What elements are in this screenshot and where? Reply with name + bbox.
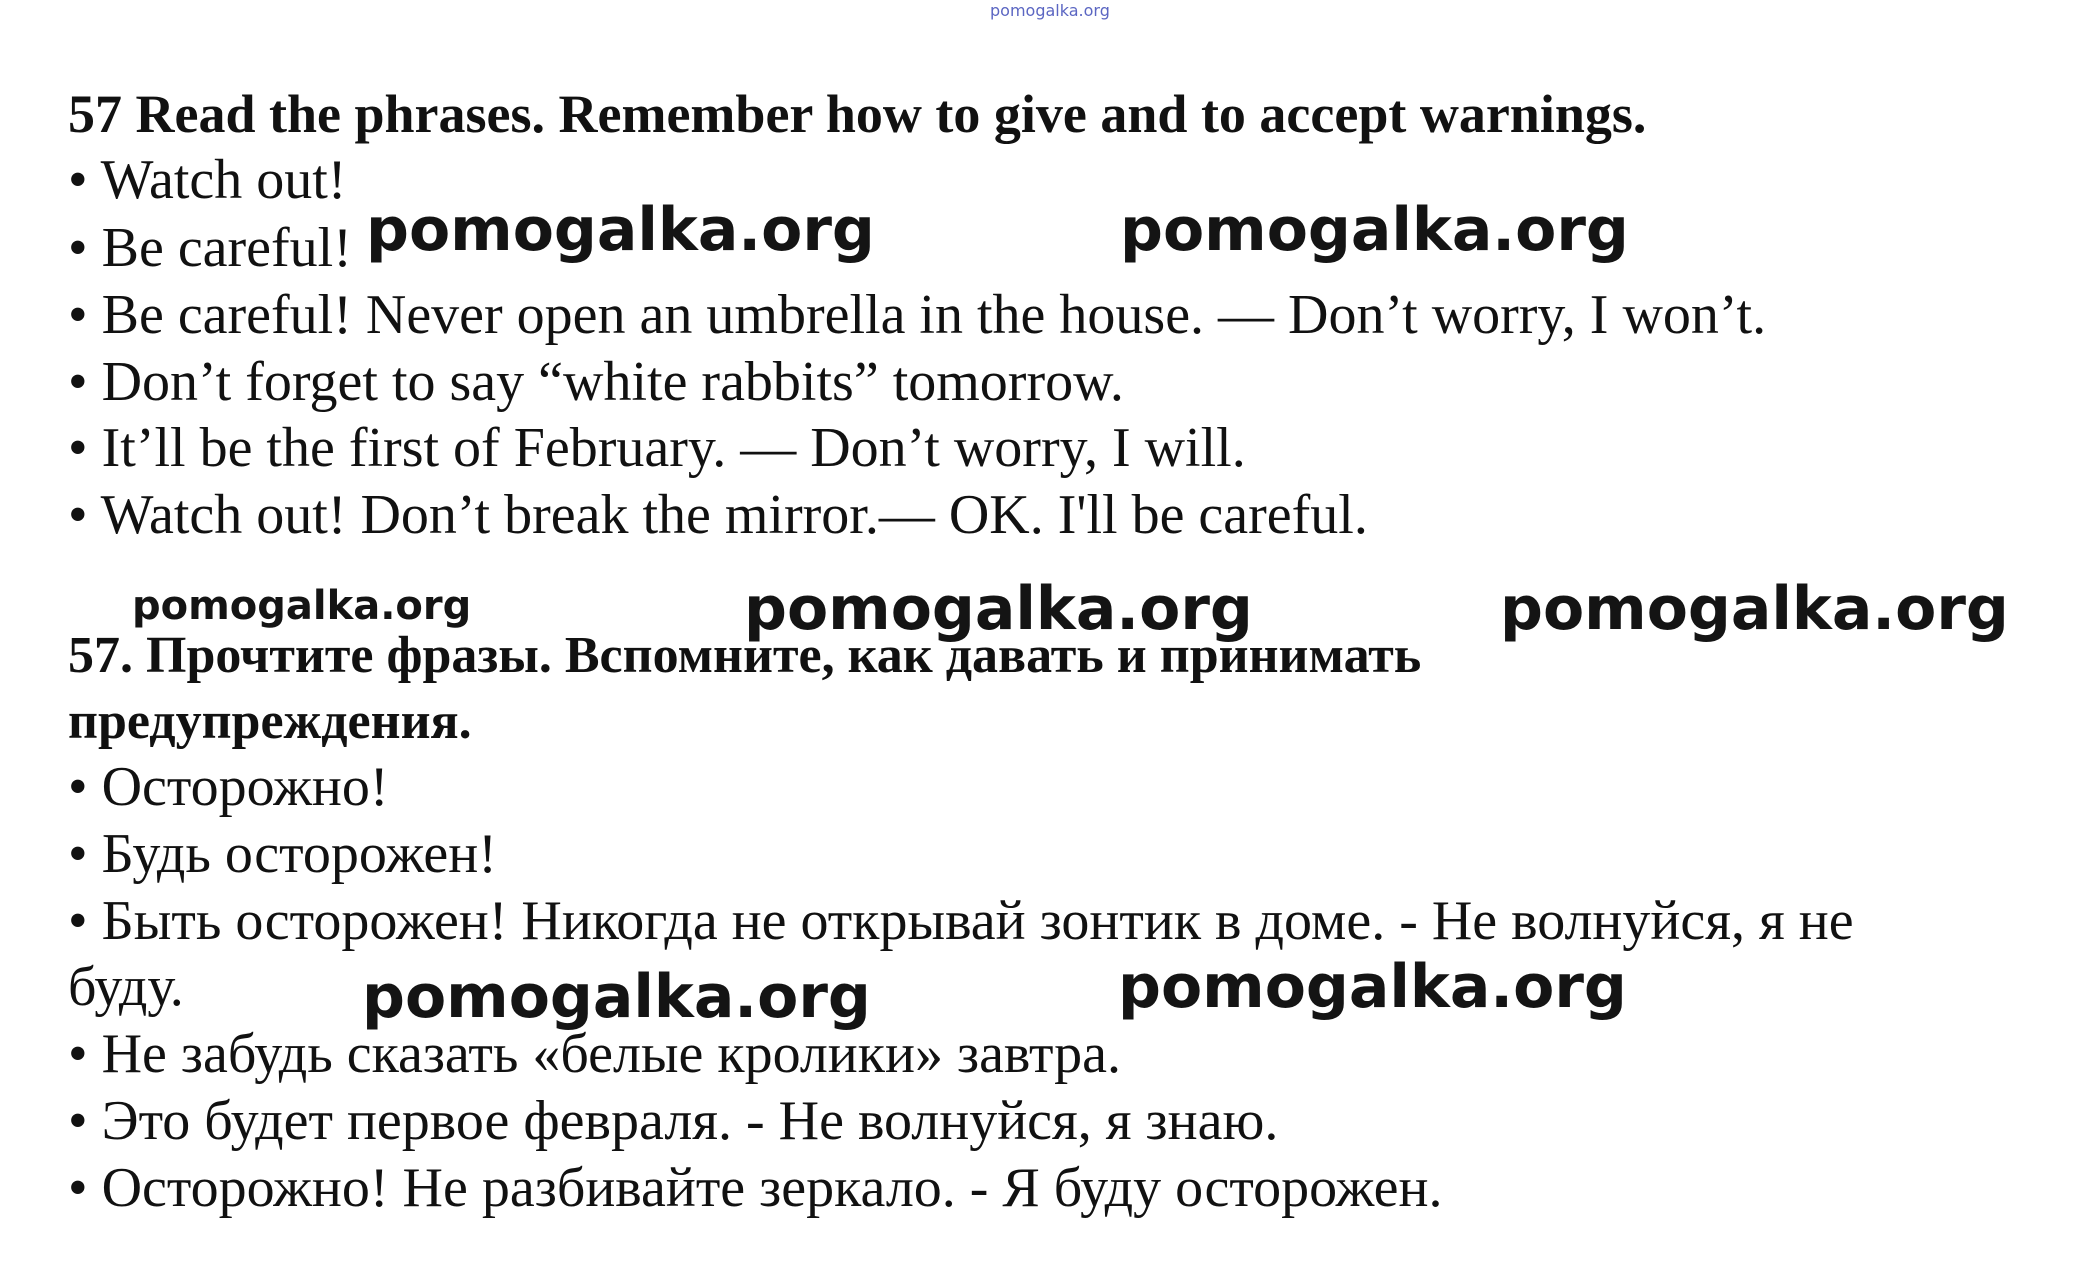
english-bullet-2: • Be careful! xyxy=(68,217,352,279)
english-bullet-3: • Be careful! Never open an umbrella in the house. — Don’t worry, I won’t. xyxy=(68,284,1767,346)
watermark-2: pomogalka.org xyxy=(1120,195,1629,265)
watermark-5: pomogalka.org xyxy=(1500,574,2009,644)
english-bullet-4: • Don’t forget to say “white rabbits” tomorrow. xyxy=(68,351,1124,413)
russian-bullet-1: • Осторожно! xyxy=(68,756,389,818)
english-bullet-5: • It’ll be the first of February. — Don’t worry, I will. xyxy=(68,417,1246,479)
russian-bullet-2: • Будь осторожен! xyxy=(68,823,497,885)
russian-heading-line-2: предупреждения. xyxy=(68,693,472,750)
english-bullet-1: • Watch out! xyxy=(68,149,347,211)
russian-bullet-3: • Быть осторожен! Никогда не открывай зонтик в доме. - Не волнуйся, я не xyxy=(68,890,1854,952)
watermark-1: pomogalka.org xyxy=(366,195,875,265)
watermark-top: pomogalka.org xyxy=(990,1,1110,20)
watermark-3: pomogalka.org xyxy=(132,583,472,629)
watermark-6: pomogalka.org xyxy=(362,962,871,1032)
watermark-7: pomogalka.org xyxy=(1118,952,1627,1022)
russian-bullet-5: • Это будет первое февраля. - Не волнуйся, я знаю. xyxy=(68,1090,1279,1152)
russian-bullet-3-continued: буду. xyxy=(68,956,184,1018)
english-heading: 57 Read the phrases. Remember how to give and to accept warnings. xyxy=(68,84,1647,144)
english-bullet-6: • Watch out! Don’t break the mirror.— OK. I'll be careful. xyxy=(68,484,1368,546)
russian-heading-line-1: 57. Прочтите фразы. Вспомните, как давать и принимать xyxy=(68,627,1422,684)
watermark-4: pomogalka.org xyxy=(744,574,1253,644)
russian-bullet-4: • Не забудь сказать «белые кролики» завтра. xyxy=(68,1023,1121,1085)
russian-bullet-6: • Осторожно! Не разбивайте зеркало. - Я буду осторожен. xyxy=(68,1157,1443,1219)
